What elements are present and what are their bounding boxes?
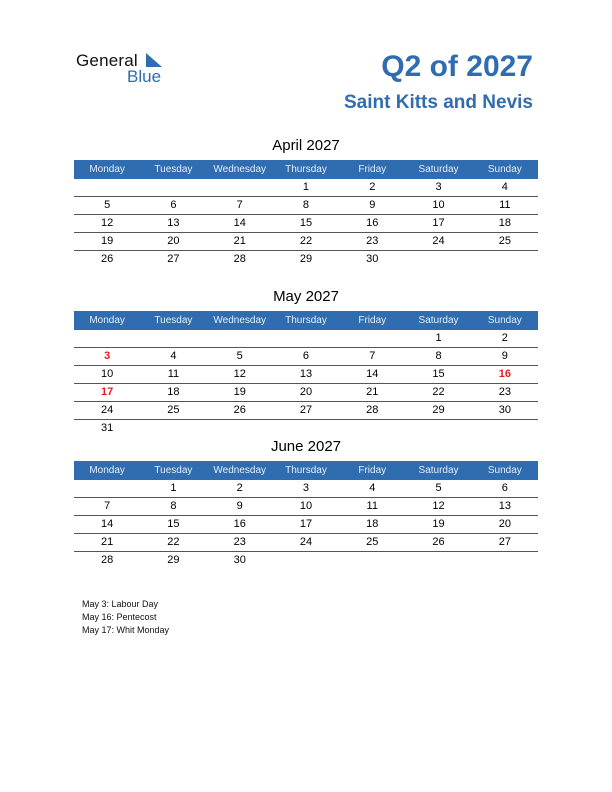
holiday-note: May 17: Whit Monday (82, 625, 170, 635)
week-row (74, 215, 538, 233)
weekday-label: Thursday (285, 164, 327, 175)
day-cell: 11 (366, 500, 378, 512)
day-cell: 20 (167, 235, 180, 247)
weekday-label: Saturday (418, 164, 459, 175)
empty-day-cell (472, 552, 538, 569)
day-cell: 25 (498, 235, 511, 247)
month-april (74, 136, 538, 268)
day-cell: 7 (369, 350, 376, 362)
day-cell: 29 (299, 253, 313, 265)
week-row (74, 480, 538, 498)
holiday-note: May 16: Pentecost (82, 612, 157, 622)
brand-logo (76, 51, 162, 86)
month-title: June 2027 (270, 438, 342, 455)
week-row (74, 197, 538, 215)
week-row (74, 233, 538, 251)
empty-day-cell (207, 330, 273, 347)
weekday-header-row (74, 311, 538, 330)
day-cell: 23 (366, 235, 379, 247)
empty-day-cell (339, 420, 405, 437)
day-cell: 1 (435, 332, 442, 344)
day-cell: 27 (299, 404, 313, 416)
logo-triangle-icon (146, 53, 162, 67)
day-cell: 22 (432, 386, 445, 398)
day-cell: 21 (101, 536, 114, 548)
day-cell: 3 (302, 482, 310, 494)
empty-day-cell (74, 179, 140, 196)
weekday-label: Saturday (418, 465, 459, 476)
empty-day-cell (140, 330, 206, 347)
month-june (74, 437, 538, 569)
day-cell: 27 (498, 536, 511, 548)
weekday-label: Friday (358, 465, 387, 476)
holiday-notes (82, 598, 169, 637)
month-title: April 2027 (272, 137, 340, 154)
day-cell: 21 (366, 386, 379, 398)
weekday-label: Monday (89, 315, 125, 326)
empty-day-cell (339, 330, 405, 347)
day-cell: 8 (170, 500, 177, 512)
day-cell: 8 (302, 199, 310, 211)
day-cell: 15 (299, 217, 313, 229)
day-cell: 15 (432, 368, 445, 380)
week-row (74, 552, 538, 569)
empty-day-cell (273, 420, 339, 437)
week-row (74, 251, 538, 268)
day-cell: 28 (366, 404, 379, 416)
day-cell: 12 (233, 368, 246, 380)
day-cell: 10 (101, 368, 114, 380)
day-cell: 6 (501, 482, 508, 494)
day-cell: 3 (435, 181, 442, 193)
day-cell: 13 (299, 368, 313, 380)
day-cell: 7 (104, 500, 111, 512)
week-row (74, 516, 538, 534)
day-cell: 11 (499, 199, 511, 211)
day-cell: 6 (170, 199, 177, 211)
day-cell: 23 (498, 386, 511, 398)
logo-word-blue: Blue (127, 67, 162, 86)
weekday-label: Wednesday (213, 465, 267, 476)
day-cell: 12 (101, 217, 114, 229)
week-row (74, 402, 538, 420)
day-cell: 8 (435, 350, 442, 362)
day-cell: 10 (432, 199, 445, 211)
day-cell: 24 (432, 235, 445, 247)
day-cell: 12 (432, 500, 445, 512)
day-cell: 18 (498, 217, 511, 229)
day-cell: 14 (233, 217, 246, 229)
weekday-label: Monday (89, 465, 125, 476)
empty-day-cell (140, 420, 206, 437)
holiday-day-cell: 16 (498, 368, 511, 380)
week-row (74, 498, 538, 516)
day-cell: 14 (366, 368, 379, 380)
day-cell: 4 (501, 181, 508, 193)
week-row (74, 534, 538, 552)
day-cell: 20 (299, 386, 313, 398)
weekday-label: Sunday (487, 164, 522, 175)
day-cell: 25 (167, 404, 180, 416)
day-cell: 26 (432, 536, 445, 548)
weekday-label: Monday (89, 164, 125, 175)
empty-day-cell (405, 420, 471, 437)
empty-day-cell (207, 179, 273, 196)
weekday-header-row (74, 160, 538, 179)
weekday-label: Thursday (285, 315, 327, 326)
weekday-label: Tuesday (154, 164, 193, 175)
day-cell: 23 (233, 536, 246, 548)
day-cell: 1 (170, 482, 177, 494)
day-cell: 26 (233, 404, 246, 416)
weekday-label: Saturday (418, 315, 459, 326)
day-cell: 21 (233, 235, 246, 247)
day-cell: 9 (369, 199, 376, 211)
day-cell: 24 (299, 536, 313, 548)
day-cell: 29 (432, 404, 445, 416)
day-cell: 14 (101, 518, 114, 530)
day-cell: 9 (501, 350, 508, 362)
day-cell: 19 (432, 518, 445, 530)
logo-word-general: General (76, 51, 138, 70)
day-cell: 13 (167, 217, 180, 229)
week-row (74, 330, 538, 348)
weekday-label: Thursday (285, 465, 327, 476)
month-may (74, 287, 538, 437)
day-cell: 5 (236, 350, 243, 362)
weekday-label: Tuesday (154, 465, 193, 476)
day-cell: 6 (302, 350, 310, 362)
day-cell: 2 (369, 181, 376, 193)
empty-day-cell (339, 552, 405, 569)
week-row (74, 420, 538, 437)
weekday-label: Friday (358, 315, 387, 326)
empty-day-cell (74, 330, 140, 347)
week-row (74, 384, 538, 402)
day-cell: 4 (170, 350, 177, 362)
day-cell: 30 (233, 554, 246, 566)
day-cell: 16 (366, 217, 379, 229)
day-cell: 10 (299, 500, 313, 512)
empty-day-cell (273, 330, 339, 347)
week-row (74, 179, 538, 197)
day-cell: 28 (233, 253, 246, 265)
day-cell: 13 (498, 500, 511, 512)
holiday-note: May 3: Labour Day (82, 599, 159, 609)
weekday-label: Sunday (487, 315, 522, 326)
day-cell: 29 (167, 554, 180, 566)
day-cell: 20 (498, 518, 511, 530)
empty-day-cell (405, 251, 471, 268)
day-cell: 18 (167, 386, 180, 398)
day-cell: 24 (101, 404, 114, 416)
day-cell: 30 (366, 253, 379, 265)
day-cell: 2 (236, 482, 243, 494)
holiday-day-cell: 17 (101, 386, 114, 398)
day-cell: 17 (432, 217, 445, 229)
day-cell: 4 (369, 482, 376, 494)
day-cell: 27 (167, 253, 180, 265)
day-cell: 22 (299, 235, 313, 247)
day-cell: 31 (101, 422, 114, 434)
day-cell: 19 (233, 386, 246, 398)
weekday-label: Sunday (487, 465, 522, 476)
empty-day-cell (405, 552, 471, 569)
day-cell: 17 (299, 518, 313, 530)
empty-day-cell (472, 251, 538, 268)
day-cell: 1 (302, 181, 310, 193)
day-cell: 9 (236, 500, 243, 512)
day-cell: 18 (366, 518, 379, 530)
weekday-header-row (74, 461, 538, 480)
weekday-label: Wednesday (213, 164, 267, 175)
weekday-label: Friday (358, 164, 387, 175)
day-cell: 11 (167, 368, 180, 380)
month-title: May 2027 (273, 288, 339, 305)
empty-day-cell (207, 420, 273, 437)
day-cell: 2 (501, 332, 508, 344)
empty-day-cell (472, 420, 538, 437)
empty-day-cell (140, 179, 206, 196)
day-cell: 26 (101, 253, 114, 265)
week-row (74, 348, 538, 366)
day-cell: 16 (233, 518, 246, 530)
day-cell: 28 (101, 554, 114, 566)
page-title: Q2 of 2027 (381, 50, 533, 83)
weekday-label: Wednesday (213, 315, 267, 326)
day-cell: 30 (498, 404, 511, 416)
day-cell: 19 (101, 235, 114, 247)
day-cell: 7 (236, 199, 243, 211)
week-row (74, 366, 538, 384)
day-cell: 22 (167, 536, 180, 548)
empty-day-cell (74, 480, 140, 497)
day-cell: 5 (435, 482, 442, 494)
day-cell: 15 (167, 518, 180, 530)
day-cell: 5 (104, 199, 111, 211)
weekday-label: Tuesday (154, 315, 193, 326)
empty-day-cell (273, 552, 339, 569)
holiday-day-cell: 3 (104, 350, 111, 362)
day-cell: 25 (366, 536, 379, 548)
country-name: Saint Kitts and Nevis (344, 92, 533, 113)
